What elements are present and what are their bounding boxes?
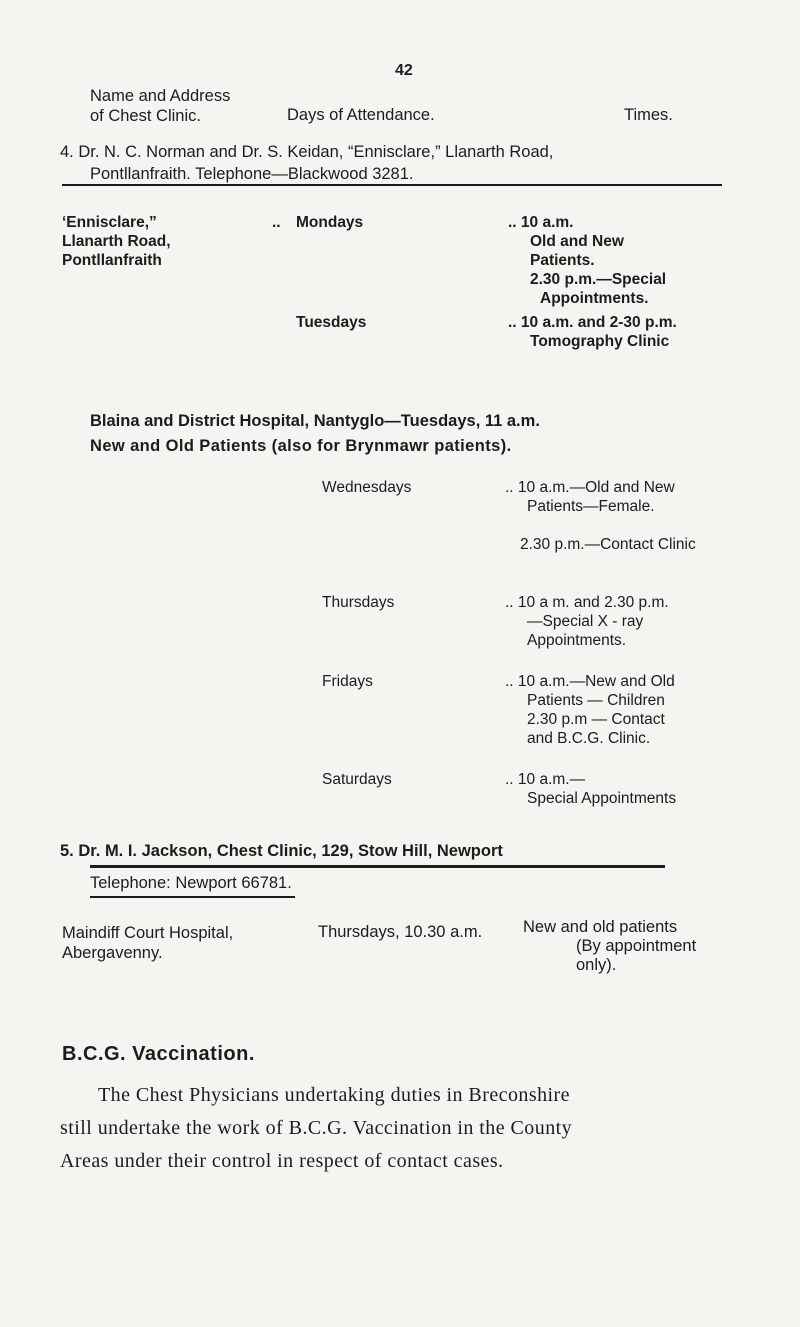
clinic-ennisclare-name (62, 213, 171, 270)
times-tuesdays (508, 313, 677, 351)
clinic-name-line: Pontllanfraith (62, 252, 162, 269)
blaina-line-1: Blaina and District Hospital, Nantyglo—Tuesdays, 11 a.m. (90, 412, 540, 430)
bcg-heading: B.C.G. Vaccination. (62, 1043, 255, 1065)
header-name-line-2: of Chest Clinic. (90, 107, 201, 125)
blaina-line-2: New and Old Patients (also for Brynmawr patients). (90, 437, 512, 455)
time-line: Patients—Female. (527, 498, 655, 515)
section-5-line-1: 5. Dr. M. I. Jackson, Chest Clinic, 129, Stow Hill, Newport (60, 842, 503, 860)
time-line: Appointments. (540, 290, 649, 307)
time-line: Patients — Children (527, 692, 665, 709)
section-5-telephone-underline (90, 896, 295, 898)
page-number: 42 (395, 62, 413, 79)
paragraph-line: still undertake the work of B.C.G. Vaccination in the County (60, 1117, 573, 1139)
time-line: Tomography Clinic (530, 333, 670, 350)
time-line: Old and New (530, 233, 624, 250)
section-5-underline (90, 865, 665, 868)
time-line: Special Appointments (527, 790, 677, 807)
time-line: .. 10 a.m. (508, 214, 574, 231)
day-mondays: Mondays (296, 214, 364, 231)
day-fridays: Fridays (322, 673, 373, 690)
note-line: (By appointment (576, 937, 697, 955)
clinic-name-line: Abergavenny. (62, 944, 163, 962)
note-line: New and old patients (523, 918, 678, 936)
note-line: only). (576, 956, 617, 974)
section-4-line-2: Pontllanfraith. Telephone—Blackwood 3281. (90, 165, 414, 183)
day-wednesdays: Wednesdays (322, 479, 412, 496)
section-4-line-1: 4. Dr. N. C. Norman and Dr. S. Keidan, “Ennisclare,” Llanarth Road, (60, 143, 554, 161)
clinic-name-line: ‘Ennisclare,” (62, 214, 157, 231)
clinic-name-line: Llanarth Road, (62, 233, 171, 250)
day-thursdays: Thursdays (322, 594, 395, 611)
day-saturdays: Saturdays (322, 771, 392, 788)
section-4-underline (62, 184, 722, 186)
maindiff-day-time: Thursdays, 10.30 a.m. (318, 923, 483, 941)
header-name-line-1: Name and Address (90, 87, 231, 105)
time-line: 2.30 p.m — Contact (527, 711, 665, 728)
times-fridays (505, 672, 675, 748)
time-line: Appointments. (527, 632, 627, 649)
day-tuesdays: Tuesdays (296, 314, 367, 331)
times-mondays (508, 213, 666, 308)
clinic-name-line: Maindiff Court Hospital, (62, 924, 234, 942)
time-line: Patients. (530, 252, 595, 269)
time-line: .. 10 a.m. and 2-30 p.m. (508, 314, 677, 331)
times-thursdays (505, 593, 669, 650)
time-line: and B.C.G. Clinic. (527, 730, 651, 747)
maindiff-name (62, 923, 233, 963)
time-line: .. 10 a.m.—Old and New (505, 479, 675, 496)
time-line: .. 10 a.m.—New and Old (505, 673, 675, 690)
paragraph-line: The Chest Physicians undertaking duties in Breconshire (98, 1084, 570, 1106)
bcg-paragraph (60, 1079, 572, 1178)
time-line: .. 10 a m. and 2.30 p.m. (505, 594, 669, 611)
header-days: Days of Attendance. (287, 106, 435, 124)
time-contact-clinic: 2.30 p.m.—Contact Clinic (520, 536, 696, 553)
header-times: Times. (624, 106, 673, 124)
maindiff-note (523, 918, 696, 975)
time-line: .. 10 a.m.— (505, 771, 586, 788)
time-line: 2.30 p.m.—Special (530, 271, 667, 288)
times-saturdays (505, 770, 676, 808)
dots: .. (272, 214, 281, 231)
header-name-address (90, 86, 230, 126)
section-5-line-2: Telephone: Newport 66781. (90, 874, 292, 892)
time-line: —Special X - ray (527, 613, 644, 630)
times-wednesdays (505, 478, 675, 516)
paragraph-line: Areas under their control in respect of contact cases. (60, 1150, 504, 1172)
